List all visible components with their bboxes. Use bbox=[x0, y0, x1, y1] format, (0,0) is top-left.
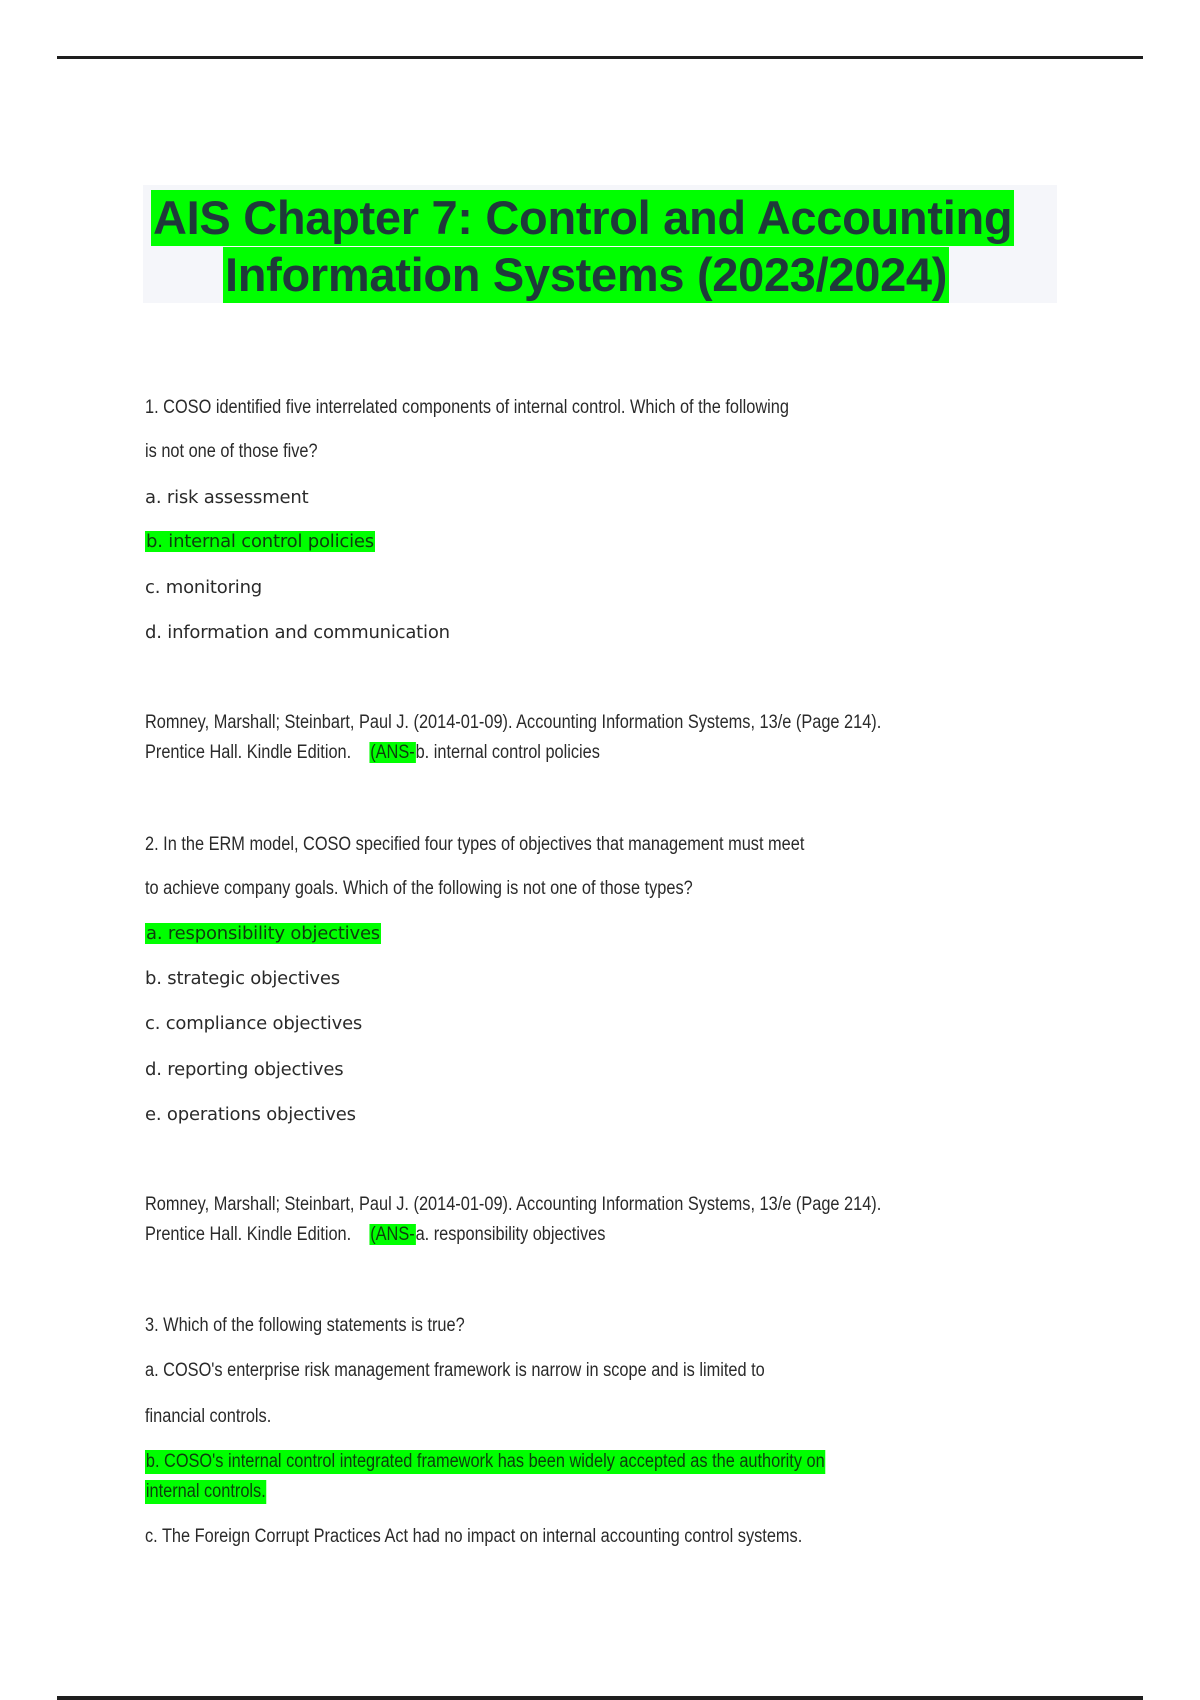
question-1-option-b bbox=[145, 530, 375, 554]
question-2-option-b bbox=[145, 967, 340, 991]
citation-text: Romney, Marshall; Steinbart, Paul J. (2014-01-09). Accounting Information Systems, 13/e (Page 214). bbox=[145, 712, 882, 733]
document-title-line-2: Information Systems (2023/2024) bbox=[225, 248, 948, 301]
citation-text: Romney, Marshall; Steinbart, Paul J. (2014-01-09). Accounting Information Systems, 13/e (Page 214). bbox=[145, 1194, 882, 1215]
question-3-option-a-line-2 bbox=[145, 1405, 292, 1429]
answer-tag: (ANS- bbox=[370, 742, 415, 763]
question-2-stem-text-2: to achieve company goals. Which of the following is not one of those types? bbox=[145, 878, 693, 899]
question-3-option-c bbox=[145, 1525, 909, 1549]
question-1-option-c bbox=[145, 576, 262, 600]
question-2-citation-line-1 bbox=[145, 1193, 1001, 1217]
question-1-stem-line-1 bbox=[145, 396, 894, 420]
citation-prefix: Prentice Hall. Kindle Edition. bbox=[145, 742, 352, 763]
bottom-divider bbox=[57, 1696, 1143, 1700]
question-3-option-b-line-2 bbox=[145, 1480, 286, 1504]
question-1-citation-line-2 bbox=[145, 741, 674, 765]
option-label: e. operations objectives bbox=[145, 1104, 356, 1125]
citation-prefix: Prentice Hall. Kindle Edition. bbox=[145, 1224, 352, 1245]
question-1-stem-line-2 bbox=[145, 440, 346, 464]
question-3-stem bbox=[145, 1314, 517, 1338]
question-2-stem-text-1: 2. In the ERM model, COSO specified four types of objectives that management must meet bbox=[145, 834, 805, 855]
option-label: c. The Foreign Corrupt Practices Act had no impact on internal accounting control systems. bbox=[145, 1526, 803, 1547]
option-label-highlighted: b. COSO's internal control integrated framework has been widely accepted as the authority on bbox=[145, 1451, 825, 1472]
option-label: a. risk assessment bbox=[145, 487, 309, 508]
document-title-line-1: AIS Chapter 7: Control and Accounting bbox=[153, 191, 1013, 244]
question-2-option-c bbox=[145, 1012, 362, 1036]
question-2-stem-line-2 bbox=[145, 877, 782, 901]
question-1-stem-text-1: 1. COSO identified five interrelated components of internal control. Which of the following bbox=[145, 397, 789, 418]
option-label: c. compliance objectives bbox=[145, 1013, 363, 1034]
question-2-citation-line-2 bbox=[145, 1223, 680, 1247]
question-2-option-e bbox=[145, 1103, 356, 1127]
question-1-option-d bbox=[145, 621, 450, 645]
question-3-option-b-line-1 bbox=[145, 1450, 936, 1474]
question-3-stem-text: 3. Which of the following statements is true? bbox=[145, 1315, 465, 1336]
answer-text: b. internal control policies bbox=[415, 742, 600, 763]
question-3-option-a-line-1 bbox=[145, 1359, 866, 1383]
top-divider bbox=[57, 56, 1143, 59]
option-label: c. monitoring bbox=[145, 577, 263, 598]
option-label-highlighted: a. responsibility objectives bbox=[146, 923, 380, 944]
option-label-highlighted: internal controls. bbox=[145, 1481, 266, 1502]
option-label: financial controls. bbox=[145, 1406, 272, 1427]
option-label-highlighted: b. internal control policies bbox=[146, 531, 374, 552]
question-2-option-a bbox=[145, 922, 381, 946]
option-label: b. strategic objectives bbox=[145, 968, 340, 989]
question-1-stem-text-2: is not one of those five? bbox=[145, 441, 318, 462]
answer-text: a. responsibility objectives bbox=[415, 1224, 606, 1245]
option-label: d. reporting objectives bbox=[145, 1059, 344, 1080]
question-2-stem-line-1 bbox=[145, 833, 912, 857]
question-2-option-d bbox=[145, 1058, 343, 1082]
option-label: d. information and communication bbox=[145, 622, 450, 643]
question-1-citation-line-1 bbox=[145, 711, 1001, 735]
answer-tag: (ANS- bbox=[370, 1224, 415, 1245]
option-label: a. COSO's enterprise risk management framework is narrow in scope and is limited to bbox=[145, 1360, 765, 1381]
question-1-option-a bbox=[145, 486, 309, 510]
